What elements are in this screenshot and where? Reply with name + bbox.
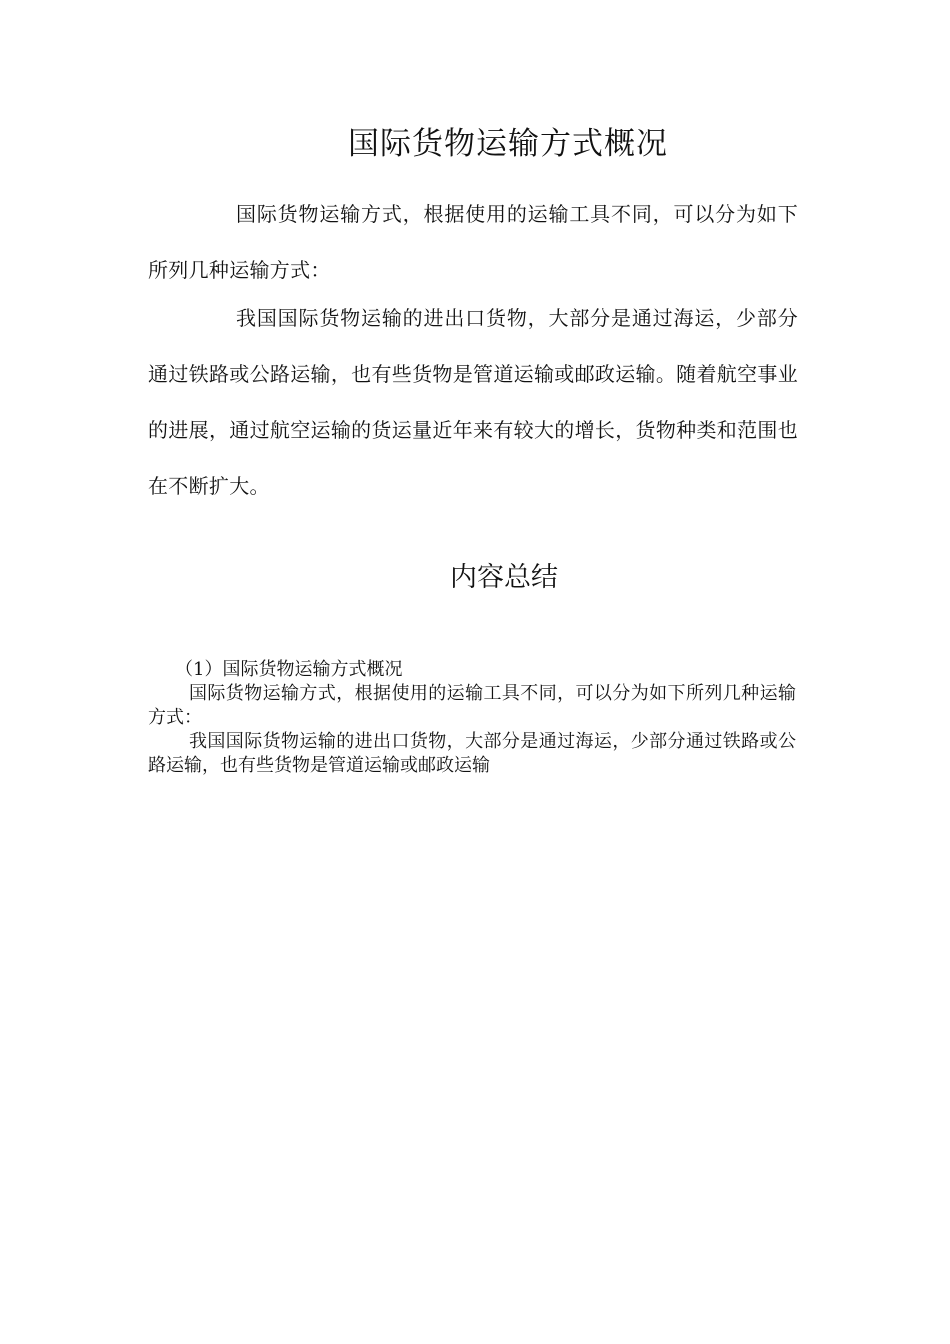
intro-paragraph: 国际货物运输方式，根据使用的运输工具不同，可以分为如下所列几种运输方式： <box>148 202 798 282</box>
summary-section <box>148 658 796 778</box>
transport-paragraph: 我国国际货物运输的进出口货物，大部分是通过海运，少部分通过铁路或公路运输，也有些货物是管道运输或邮政运输。随着航空事业的进展，通过航空运输的货运量近年来有较大的增长，货物种类和范围也在不断扩大。 <box>148 306 798 498</box>
summary-paragraph-2: 我国国际货物运输的进出口货物，大部分是通过海运，少部分通过铁路或公路运输，也有些货物是管道运输或邮政运输 <box>148 731 796 776</box>
summary-heading: （1）国际货物运输方式概况 <box>175 659 403 680</box>
summary-title: 内容总结 <box>450 562 558 593</box>
document-title: 国际货物运输方式概况 <box>348 126 668 162</box>
summary-paragraph-1: 国际货物运输方式，根据使用的运输工具不同，可以分为如下所列几种运输方式： <box>148 683 796 728</box>
